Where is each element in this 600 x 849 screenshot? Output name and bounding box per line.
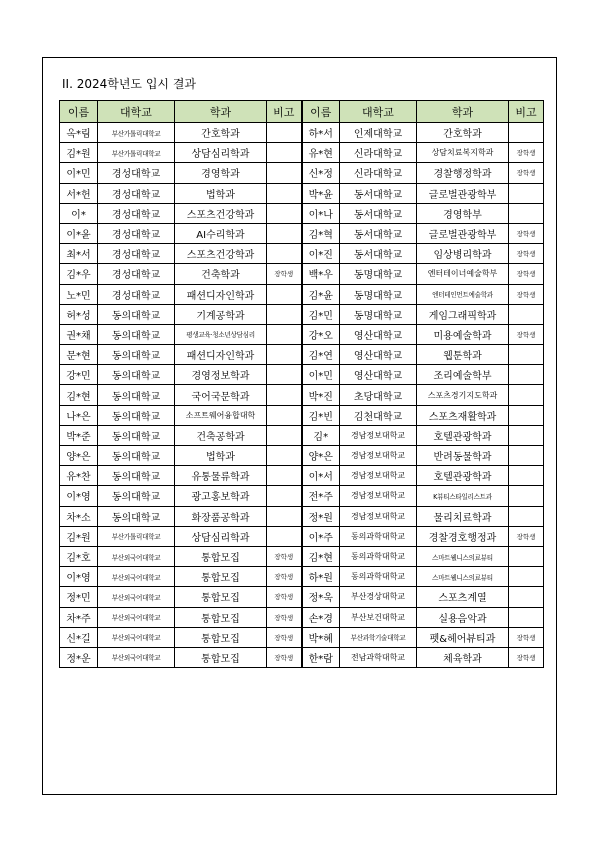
university-cell: 초당대학교: [340, 385, 417, 405]
header-row: [60, 101, 544, 123]
university-cell: 부산보건대학교: [340, 607, 417, 627]
table-row: [60, 284, 544, 304]
note-cell: [509, 587, 544, 607]
department-cell: 스마트웰니스의료뷰티: [417, 546, 509, 566]
university-cell: 동서대학교: [340, 244, 417, 264]
note-cell: [267, 304, 302, 324]
department-cell: 스마트웰니스의료뷰티: [417, 567, 509, 587]
university-cell: 부산외국어대학교: [98, 607, 175, 627]
note-cell: [509, 405, 544, 425]
university-cell: 부산경상대학교: [340, 587, 417, 607]
student-name: 이*: [60, 203, 98, 223]
department-cell: K뷰티스타일리스트과: [417, 486, 509, 506]
table-row: [60, 163, 544, 183]
student-name: 박*준: [60, 425, 98, 445]
student-name: 강*오: [302, 324, 340, 344]
student-name: 김*빈: [302, 405, 340, 425]
department-cell: 상담심리학과: [175, 143, 267, 163]
university-cell: 경성대학교: [98, 264, 175, 284]
header-note: 비고: [509, 101, 544, 123]
department-cell: 체육학과: [417, 647, 509, 667]
department-cell: 미용예술학과: [417, 324, 509, 344]
student-name: 차*소: [60, 506, 98, 526]
university-cell: 부산과학기술대학교: [340, 627, 417, 647]
student-name: 김*호: [60, 546, 98, 566]
university-cell: 동의과학대학교: [340, 567, 417, 587]
student-name: 나*은: [60, 405, 98, 425]
table-row: [60, 324, 544, 344]
note-cell: [267, 405, 302, 425]
student-name: 유*현: [302, 143, 340, 163]
student-name: 김*우: [60, 264, 98, 284]
student-name: 유*찬: [60, 466, 98, 486]
header-department: 학과: [175, 101, 267, 123]
note-cell: [509, 466, 544, 486]
university-cell: 동의대학교: [98, 405, 175, 425]
department-cell: 소프트웨어융합대학: [175, 405, 267, 425]
department-cell: 건축공학과: [175, 425, 267, 445]
student-name: 김*현: [302, 546, 340, 566]
department-cell: 통합모집: [175, 546, 267, 566]
department-cell: 반려동물학과: [417, 446, 509, 466]
note-cell: [267, 446, 302, 466]
university-cell: 인제대학교: [340, 123, 417, 143]
department-cell: 통합모집: [175, 567, 267, 587]
table-row: [60, 587, 544, 607]
note-cell: 장학생: [267, 546, 302, 566]
table-row: [60, 244, 544, 264]
university-cell: 동의과학대학교: [340, 546, 417, 566]
note-cell: 장학생: [509, 284, 544, 304]
note-cell: [509, 446, 544, 466]
student-name: 이*영: [60, 567, 98, 587]
table-row: [60, 123, 544, 143]
university-cell: 영산대학교: [340, 324, 417, 344]
university-cell: 경성대학교: [98, 183, 175, 203]
section-title: II. 2024학년도 입시 결과: [62, 77, 197, 91]
student-name: 한*람: [302, 647, 340, 667]
note-cell: [509, 123, 544, 143]
student-name: 박*진: [302, 385, 340, 405]
student-name: 이*민: [60, 163, 98, 183]
note-cell: [267, 466, 302, 486]
department-cell: 패션디자인학과: [175, 345, 267, 365]
note-cell: 장학생: [509, 324, 544, 344]
note-cell: [267, 345, 302, 365]
student-name: 전*주: [302, 486, 340, 506]
note-cell: 장학생: [509, 244, 544, 264]
department-cell: 경영정보학과: [175, 365, 267, 385]
note-cell: [267, 324, 302, 344]
department-cell: 패션디자인학과: [175, 284, 267, 304]
department-cell: 통합모집: [175, 607, 267, 627]
university-cell: 경남정보대학교: [340, 466, 417, 486]
department-cell: 화장품공학과: [175, 506, 267, 526]
header-department: 학과: [417, 101, 509, 123]
student-name: 서*헌: [60, 183, 98, 203]
table-row: [60, 567, 544, 587]
note-cell: 장학생: [509, 627, 544, 647]
student-name: 김*원: [60, 526, 98, 546]
header-university: 대학교: [340, 101, 417, 123]
student-name: 정*원: [302, 506, 340, 526]
university-cell: 부산외국어대학교: [98, 587, 175, 607]
table-row: [60, 486, 544, 506]
note-cell: [509, 183, 544, 203]
university-cell: 동의대학교: [98, 466, 175, 486]
department-cell: 간호학과: [417, 123, 509, 143]
department-cell: 상담심리학과: [175, 526, 267, 546]
student-name: 이*진: [302, 244, 340, 264]
student-name: 손*경: [302, 607, 340, 627]
university-cell: 신라대학교: [340, 163, 417, 183]
table-row: [60, 385, 544, 405]
note-cell: 장학생: [509, 526, 544, 546]
student-name: 허*성: [60, 304, 98, 324]
department-cell: 게임그래픽학과: [417, 304, 509, 324]
student-name: 박*윤: [302, 183, 340, 203]
department-cell: 경영학부: [417, 203, 509, 223]
university-cell: 경성대학교: [98, 284, 175, 304]
header-note: 비고: [267, 101, 302, 123]
student-name: 권*채: [60, 324, 98, 344]
university-cell: 김천대학교: [340, 405, 417, 425]
department-cell: 간호학과: [175, 123, 267, 143]
table-row: [60, 143, 544, 163]
note-cell: 장학생: [267, 647, 302, 667]
student-name: 정*욱: [302, 587, 340, 607]
department-cell: 스포츠건강학과: [175, 203, 267, 223]
note-cell: [267, 506, 302, 526]
department-cell: 호텔관광학과: [417, 466, 509, 486]
department-cell: 국어국문학과: [175, 385, 267, 405]
department-cell: 통합모집: [175, 647, 267, 667]
note-cell: [509, 567, 544, 587]
student-name: 이*주: [302, 526, 340, 546]
student-name: 차*주: [60, 607, 98, 627]
department-cell: 경찰경호행정과: [417, 526, 509, 546]
department-cell: 엔터테인먼트예술학과: [417, 284, 509, 304]
note-cell: [509, 203, 544, 223]
note-cell: [267, 526, 302, 546]
student-name: 양*은: [302, 446, 340, 466]
university-cell: 경남정보대학교: [340, 425, 417, 445]
department-cell: 경찰행정학과: [417, 163, 509, 183]
department-cell: 펫&헤어뷰티과: [417, 627, 509, 647]
student-name: 백*우: [302, 264, 340, 284]
table-row: [60, 405, 544, 425]
university-cell: 경성대학교: [98, 203, 175, 223]
student-name: 이*나: [302, 203, 340, 223]
student-name: 문*현: [60, 345, 98, 365]
table-row: [60, 425, 544, 445]
university-cell: 동서대학교: [340, 223, 417, 243]
university-cell: 부산외국어대학교: [98, 627, 175, 647]
note-cell: 장학생: [509, 223, 544, 243]
note-cell: [267, 223, 302, 243]
note-cell: [509, 506, 544, 526]
table-row: [60, 526, 544, 546]
department-cell: 스포츠계열: [417, 587, 509, 607]
student-name: 옥*림: [60, 123, 98, 143]
university-cell: 동의대학교: [98, 486, 175, 506]
university-cell: 동의대학교: [98, 425, 175, 445]
department-cell: 스포츠경기지도학과: [417, 385, 509, 405]
header-name: 이름: [60, 101, 98, 123]
student-name: 김*혁: [302, 223, 340, 243]
student-name: 이*서: [302, 466, 340, 486]
note-cell: 장학생: [509, 143, 544, 163]
student-name: 김*윤: [302, 284, 340, 304]
university-cell: 경남정보대학교: [340, 486, 417, 506]
university-cell: 경성대학교: [98, 163, 175, 183]
university-cell: 동의대학교: [98, 324, 175, 344]
university-cell: 동명대학교: [340, 304, 417, 324]
university-cell: 부산외국어대학교: [98, 647, 175, 667]
note-cell: 장학생: [509, 647, 544, 667]
header-university: 대학교: [98, 101, 175, 123]
university-cell: 동의대학교: [98, 506, 175, 526]
department-cell: 글로벌관광학부: [417, 223, 509, 243]
university-cell: 동명대학교: [340, 264, 417, 284]
table-row: [60, 365, 544, 385]
university-cell: 부산가톨릭대학교: [98, 526, 175, 546]
student-name: 강*민: [60, 365, 98, 385]
note-cell: 장학생: [267, 264, 302, 284]
table-row: [60, 647, 544, 667]
university-cell: 경남정보대학교: [340, 446, 417, 466]
student-name: 최*서: [60, 244, 98, 264]
student-name: 정*운: [60, 647, 98, 667]
university-cell: 동서대학교: [340, 203, 417, 223]
university-cell: 부산외국어대학교: [98, 567, 175, 587]
student-name: 김*원: [60, 143, 98, 163]
table-row: [60, 466, 544, 486]
table-row: [60, 304, 544, 324]
note-cell: [509, 425, 544, 445]
university-cell: 동의대학교: [98, 446, 175, 466]
student-name: 이*민: [302, 365, 340, 385]
department-cell: 물리치료학과: [417, 506, 509, 526]
note-cell: [267, 143, 302, 163]
department-cell: 웹툰학과: [417, 345, 509, 365]
department-cell: 글로벌관광학부: [417, 183, 509, 203]
note-cell: [267, 244, 302, 264]
student-name: 신*정: [302, 163, 340, 183]
note-cell: [509, 365, 544, 385]
department-cell: 평생교육·청소년상담심리: [175, 324, 267, 344]
note-cell: [509, 546, 544, 566]
note-cell: [267, 486, 302, 506]
table-row: [60, 264, 544, 284]
note-cell: [509, 607, 544, 627]
note-cell: [267, 365, 302, 385]
table-row: [60, 546, 544, 566]
note-cell: [509, 345, 544, 365]
department-cell: 통합모집: [175, 627, 267, 647]
note-cell: [267, 385, 302, 405]
university-cell: 부산가톨릭대학교: [98, 143, 175, 163]
table-row: [60, 203, 544, 223]
student-name: 김*: [302, 425, 340, 445]
university-cell: 동의과학대학교: [340, 526, 417, 546]
note-cell: [267, 163, 302, 183]
department-cell: 법학과: [175, 183, 267, 203]
note-cell: 장학생: [509, 264, 544, 284]
student-name: 노*민: [60, 284, 98, 304]
university-cell: 동의대학교: [98, 385, 175, 405]
department-cell: 건축학과: [175, 264, 267, 284]
department-cell: 광고홍보학과: [175, 486, 267, 506]
department-cell: 엔터테이너예술학부: [417, 264, 509, 284]
note-cell: [509, 385, 544, 405]
department-cell: 스포츠재활학과: [417, 405, 509, 425]
student-name: 하*원: [302, 567, 340, 587]
note-cell: [509, 486, 544, 506]
university-cell: 부산외국어대학교: [98, 546, 175, 566]
department-cell: 호텔관광학과: [417, 425, 509, 445]
note-cell: 장학생: [509, 163, 544, 183]
department-cell: 유통물류학과: [175, 466, 267, 486]
university-cell: 동명대학교: [340, 284, 417, 304]
university-cell: 동의대학교: [98, 365, 175, 385]
university-cell: 영산대학교: [340, 365, 417, 385]
table-row: [60, 223, 544, 243]
department-cell: 통합모집: [175, 587, 267, 607]
note-cell: [267, 203, 302, 223]
note-cell: 장학생: [267, 627, 302, 647]
university-cell: 부산가톨릭대학교: [98, 123, 175, 143]
note-cell: 장학생: [267, 607, 302, 627]
student-name: 양*은: [60, 446, 98, 466]
table-row: [60, 183, 544, 203]
student-name: 박*혜: [302, 627, 340, 647]
university-cell: 영산대학교: [340, 345, 417, 365]
department-cell: 스포츠건강학과: [175, 244, 267, 264]
university-cell: 신라대학교: [340, 143, 417, 163]
note-cell: [267, 123, 302, 143]
university-cell: 경남정보대학교: [340, 506, 417, 526]
department-cell: 임상병리학과: [417, 244, 509, 264]
note-cell: 장학생: [267, 587, 302, 607]
table-row: [60, 446, 544, 466]
note-cell: 장학생: [267, 567, 302, 587]
header-name: 이름: [302, 101, 340, 123]
department-cell: 조리예술학부: [417, 365, 509, 385]
student-name: 김*민: [302, 304, 340, 324]
note-cell: [267, 183, 302, 203]
university-cell: 전남과학대학교: [340, 647, 417, 667]
note-cell: [267, 284, 302, 304]
student-name: 이*영: [60, 486, 98, 506]
student-name: 김*연: [302, 345, 340, 365]
university-cell: 경성대학교: [98, 223, 175, 243]
university-cell: 동서대학교: [340, 183, 417, 203]
student-name: 이*윤: [60, 223, 98, 243]
table-row: [60, 506, 544, 526]
note-cell: [267, 425, 302, 445]
student-name: 하*서: [302, 123, 340, 143]
student-name: 정*민: [60, 587, 98, 607]
table-row: [60, 607, 544, 627]
table-row: [60, 345, 544, 365]
student-name: 김*현: [60, 385, 98, 405]
student-name: 신*길: [60, 627, 98, 647]
department-cell: 기계공학과: [175, 304, 267, 324]
department-cell: 상담치료복지학과: [417, 143, 509, 163]
admission-results-table: [59, 100, 544, 668]
university-cell: 동의대학교: [98, 345, 175, 365]
university-cell: 경성대학교: [98, 244, 175, 264]
department-cell: AI수리학과: [175, 223, 267, 243]
department-cell: 법학과: [175, 446, 267, 466]
department-cell: 실용음악과: [417, 607, 509, 627]
university-cell: 동의대학교: [98, 304, 175, 324]
table-row: [60, 627, 544, 647]
note-cell: [509, 304, 544, 324]
department-cell: 경영학과: [175, 163, 267, 183]
